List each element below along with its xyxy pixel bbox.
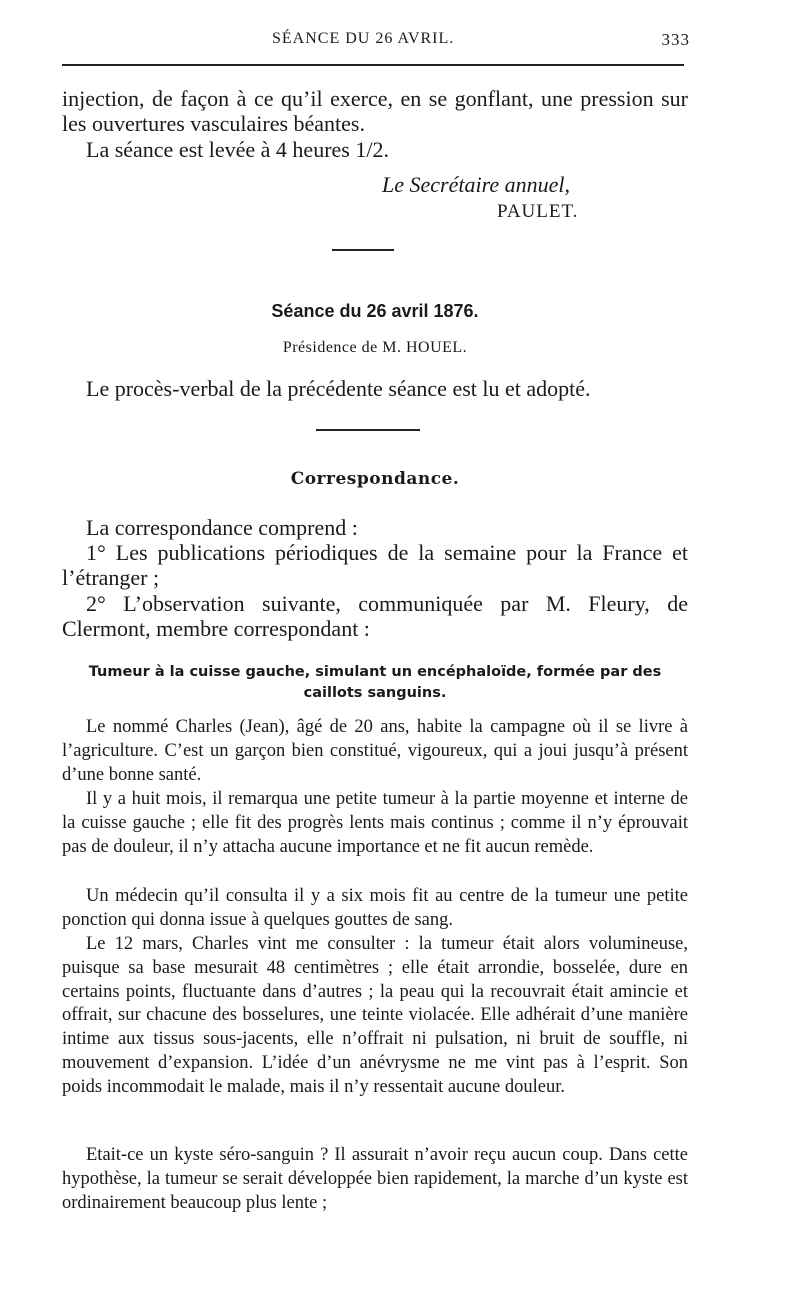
correspondance-heading: Correspondance.	[290, 469, 460, 489]
case-title: Tumeur à la cuisse gauche, simulant un encéphaloïde, formée par des caillots sanguins.	[88, 664, 662, 701]
case-paragraph: Le nommé Charles (Jean), âgé de 20 ans, habite la campagne où il se livre à l’agriculture. C’est un garçon bien constitué, vigoureux, qui a joui jusqu’à présent d’une bonne santé.	[62, 717, 688, 785]
section-divider	[332, 249, 394, 251]
correspondance-item: 1° Les publications périodiques de la semaine pour la France et l’étranger ;	[62, 540, 688, 590]
correspondance-intro: La correspondance comprend :	[86, 515, 358, 540]
section-divider	[316, 429, 420, 431]
case-paragraph: Il y a huit mois, il remarqua une petite tumeur à la partie moyenne et interne de la cuisse gauche ; elle fit des progrès lents mais continus ; comme il n’y éprouvait pas de douleur, il n’y attacha aucune importance et ne fit aucun remède.	[62, 789, 688, 857]
header-rule	[62, 64, 684, 66]
case-paragraph: Un médecin qu’il consulta il y a six mois fit au centre de la tumeur une petite ponction qui donna issue à quelques gouttes de sang.	[62, 886, 688, 930]
minutes-line: Le procès-verbal de la précédente séance est lu et adopté.	[86, 376, 591, 401]
session-title: Séance du 26 avril 1876.	[271, 301, 479, 321]
case-paragraph: Etait-ce un kyste séro-sanguin ? Il assurait n’avoir reçu aucun coup. Dans cette hypothèse, la tumeur se serait développée bien rapidement, la marche d’un kyste est ordinairement beaucoup plus lente ;	[62, 1145, 688, 1213]
running-title: SÉANCE DU 26 AVRIL.	[272, 30, 455, 47]
previous-session-paragraph: injection, de façon à ce qu’il exerce, en se gonflant, une pression sur les ouvertures vasculaires béantes.	[62, 86, 688, 136]
presidence-line: Présidence de M. HOUEL.	[282, 339, 468, 356]
adjournment-line: La séance est levée à 4 heures 1/2.	[86, 137, 389, 162]
case-paragraph: Le 12 mars, Charles vint me consulter : la tumeur était alors volumineuse, puisque sa base mesurait 48 centimètres ; elle était arrondie, bosselée, dure en certains points, fluctuante dans d’autres ; la peau qui la recouvrait était amincie et offrait, sur chacune des bosselures, une teinte violacée. Elle adhérait d’une manière intime aux tissus sous-jacents, elle n’offrait ni pulsation, ni bruit de souffle, ni mouvement d’expansion. L’idée d’un anévrysme ne me vint pas à l’esprit. Son poids incommodait le malade, mais il n’y ressentait aucune douleur.	[62, 934, 688, 1097]
signature-name: PAULET.	[497, 201, 579, 222]
correspondance-item: 2° L’observation suivante, communiquée par M. Fleury, de Clermont, membre correspondant :	[62, 591, 688, 641]
signature-title: Le Secrétaire annuel,	[382, 172, 570, 197]
running-header	[62, 30, 690, 56]
page-number: 333	[661, 30, 690, 49]
book-page	[62, 30, 690, 1213]
